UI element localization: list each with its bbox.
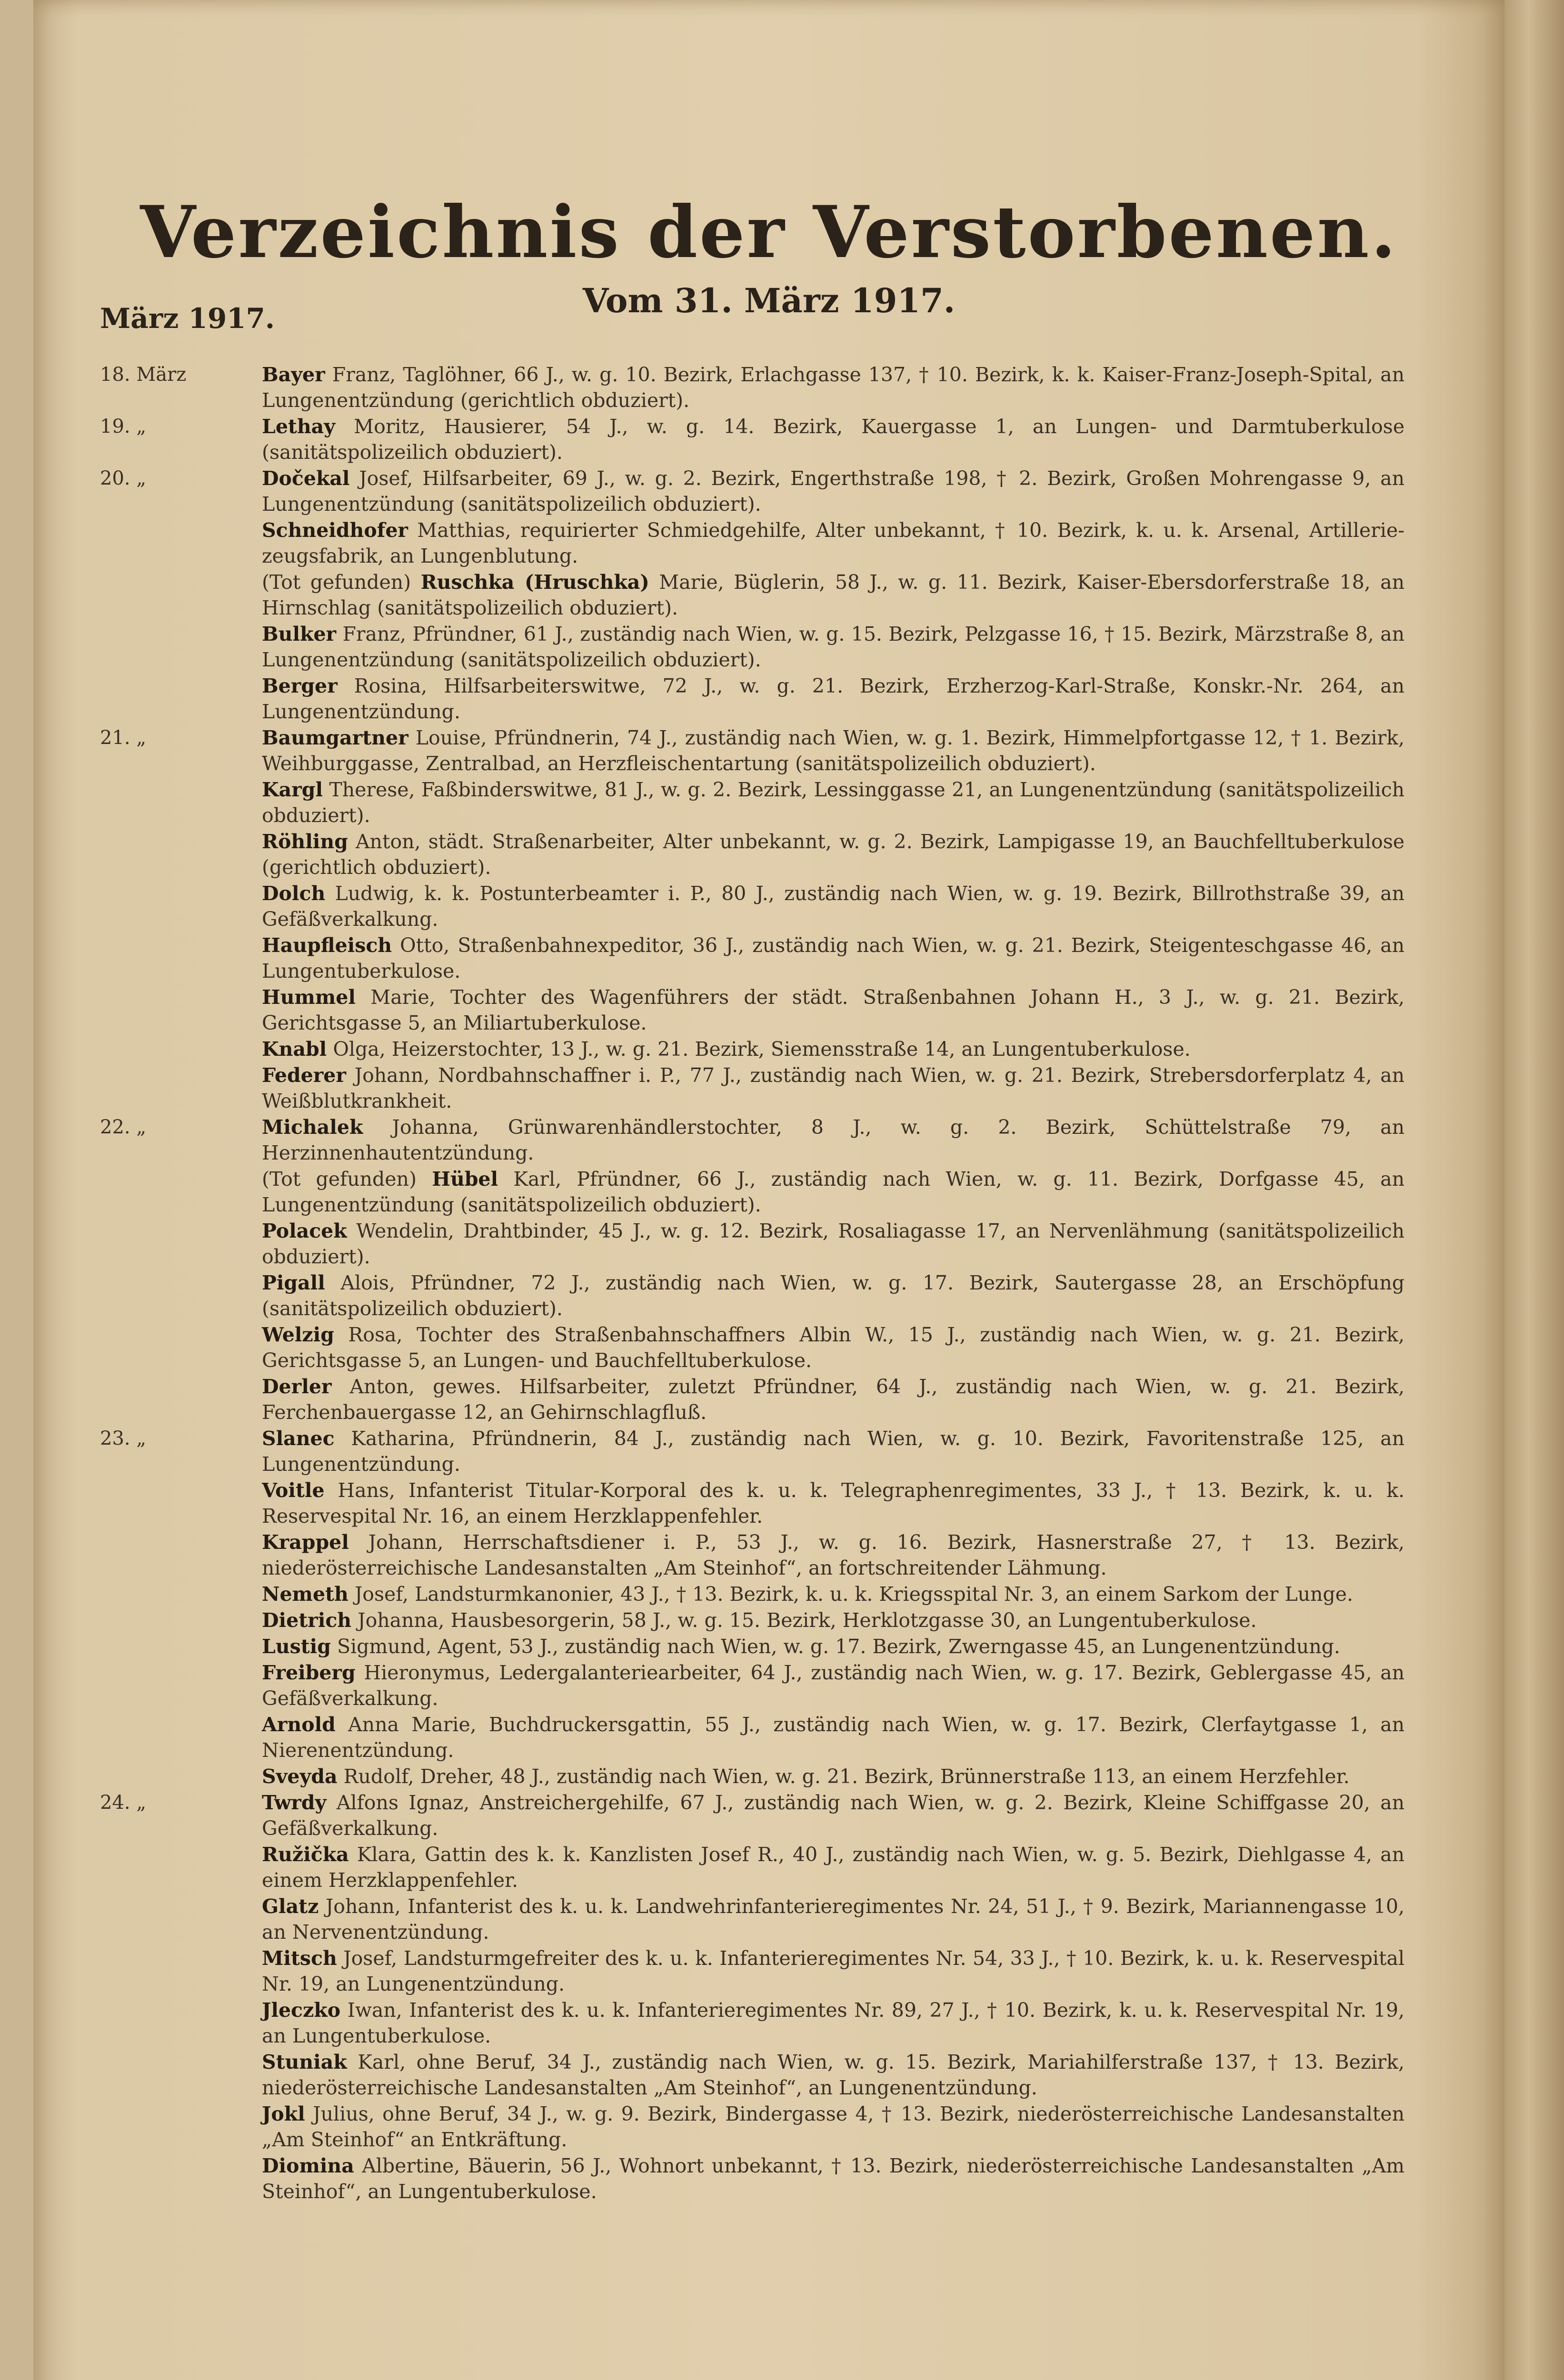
entry-details: Rosina, Hilfsarbeiterswitwe, 72 J., w. g. 21. Bezirk, Erzherzog-Karl-Straße, Konskr.-Nr. 264, an Lungenentzündung.	[262, 674, 1405, 723]
entry-surname: Freiberg	[262, 1661, 356, 1684]
entry-details: Klara, Gattin des k. k. Kanzlisten Josef R., 40 J., zuständig nach Wien, w. g. 5. Bezirk, Diehlgasse 4, an einem Herzklappenfehler.	[262, 1843, 1405, 1892]
entry-details: Marie, Tochter des Wagenführers der städt. Straßenbahnen Johann H., 3 J., w. g. 21. Bezirk, Gerichtsgasse 5, an Miliartuberkulose.	[262, 986, 1405, 1034]
entry-text	[262, 1842, 1405, 1893]
entry-text	[262, 1660, 1405, 1711]
entry-surname: Bulker	[262, 623, 337, 645]
entry-details: Therese, Faßbinderswitwe, 81 J., w. g. 2. Bezirk, Lessinggasse 21, an Lungenentzündung (sanitätspolizeilich obduziert).	[262, 778, 1405, 827]
entry-text	[262, 2153, 1405, 2204]
register-entry	[100, 621, 1405, 673]
entry-text	[262, 362, 1405, 413]
entry-details: Olga, Heizerstochter, 13 J., w. g. 21. Bezirk, Siemensstraße 14, an Lungentuberkulose.	[333, 1038, 1191, 1061]
entry-surname: Jokl	[262, 2102, 305, 2125]
page-title: Verzeichnis der Verstorbenen.	[140, 190, 1398, 274]
register-entry	[100, 1062, 1405, 1114]
register-entry	[100, 1712, 1405, 1763]
entry-details: Anton, städt. Straßenarbeiter, Alter unbekannt, w. g. 2. Bezirk, Lampigasse 19, an Bauchfelltuberkulose (gerichtlich obduziert).	[262, 830, 1405, 879]
entry-surname: Mitsch	[262, 1947, 337, 1970]
entry-text	[262, 621, 1405, 673]
entry-surname: Polacek	[262, 1220, 347, 1242]
entry-details: Sigmund, Agent, 53 J., zuständig nach Wien, w. g. 17. Bezirk, Zwerngasse 45, an Lungenentzündung.	[337, 1635, 1340, 1658]
register-entry	[100, 1478, 1405, 1529]
entry-date: 22. „	[100, 1116, 147, 1138]
entry-details: Johanna, Grünwarenhändlerstochter, 8 J., w. g. 2. Bezirk, Schüttelstraße 79, an Herzinnenhautentzündung.	[262, 1116, 1405, 1164]
register-entry	[100, 1842, 1405, 1893]
entry-text	[262, 1218, 1405, 1269]
entry-surname: Slanec	[262, 1427, 335, 1450]
register-entry	[100, 673, 1405, 724]
entry-details: Katharina, Pfründnerin, 84 J., zuständig nach Wien, w. g. 10. Bezirk, Favoritenstraße 125, an Lungenentzündung.	[262, 1427, 1405, 1476]
entry-text	[262, 673, 1405, 724]
register-entry	[100, 1790, 1405, 1841]
entry-text	[262, 1062, 1405, 1114]
entry-surname: Dočekal	[262, 467, 350, 490]
entry-surname: Welzig	[262, 1323, 334, 1346]
entry-text	[262, 1374, 1405, 1425]
entry-text	[262, 1634, 1405, 1659]
entry-surname: Bayer	[262, 363, 325, 386]
entry-text	[262, 1607, 1405, 1633]
register-entry	[100, 362, 1405, 413]
entry-date: 21. „	[100, 727, 147, 749]
register-entry	[100, 1426, 1405, 1477]
entry-surname: Nemeth	[262, 1583, 349, 1606]
entry-surname: Haupfleisch	[262, 934, 392, 957]
register-entry	[100, 1218, 1405, 1269]
register-entry	[100, 777, 1405, 828]
entry-date: 24. „	[100, 1792, 147, 1814]
register-entry	[100, 2153, 1405, 2204]
entry-surname: Hübel	[432, 1168, 498, 1190]
page-subtitle: Vom 31. März 1917.	[582, 281, 956, 320]
entry-surname: Krappel	[262, 1531, 349, 1554]
entry-surname: Federer	[262, 1064, 346, 1087]
entry-details: Josef, Hilfsarbeiter, 69 J., w. g. 2. Bezirk, Engerthstraße 198, † 2. Bezirk, Großen Mohrengasse 9, an Lungenentzündung (sanitätspolizeilich obduziert).	[262, 467, 1405, 516]
register-entry	[100, 1634, 1405, 1659]
entry-text	[262, 1581, 1405, 1607]
register-entry	[100, 466, 1405, 517]
entry-text	[262, 881, 1405, 932]
entry-surname: Twrdy	[262, 1791, 327, 1814]
entry-details: Albertine, Bäuerin, 56 J., Wohnort unbekannt, † 13. Bezirk, niederösterreichische Landesanstalten „Am Steinhof“, an Lungentuberkulose.	[262, 2154, 1405, 2203]
entry-details: Johann, Infanterist des k. u. k. Landwehrinfanterieregimentes Nr. 24, 51 J., † 9. Bezirk, Mariannengasse 10, an Nervenentzündung.	[262, 1895, 1405, 1944]
entry-details: Johann, Herrschaftsdiener i. P., 53 J., w. g. 16. Bezirk, Hasnerstraße 27, † 13. Bezirk, niederösterreichische Landesanstalten „Am Steinhof“, an fortschreitender Lähmung.	[262, 1531, 1405, 1579]
entry-text	[262, 1997, 1405, 2049]
entry-details: Matthias, requirierter Schmiedgehilfe, Alter unbekannt, † 10. Bezirk, k. u. k. Arsenal, Artilleriezeugsfabrik, an Lungenblutung.	[262, 519, 1405, 567]
entry-details: Wendelin, Drahtbinder, 45 J., w. g. 12. Bezirk, Rosaliagasse 17, an Nervenlähmung (sanitätspolizeilich obduziert).	[262, 1220, 1405, 1268]
entry-text	[262, 517, 1405, 569]
entry-text	[262, 1166, 1405, 1218]
register-entry	[100, 1114, 1405, 1166]
register-entry	[100, 829, 1405, 880]
entry-details: Alois, Pfründner, 72 J., zuständig nach Wien, w. g. 17. Bezirk, Sautergasse 28, an Erschöpfung (sanitätspolizeilich obduziert).	[262, 1271, 1405, 1320]
entry-surname: Lustig	[262, 1635, 331, 1658]
entry-details: Rosa, Tochter des Straßenbahnschaffners Albin W., 15 J., zuständig nach Wien, w. g. 21. Bezirk, Gerichtsgasse 5, an Lungen- und Bauchfelltuberkulose.	[262, 1323, 1405, 1372]
entry-details: Iwan, Infanterist des k. u. k. Infanterieregimentes Nr. 89, 27 J., † 10. Bezirk, k. u. k. Reservespital Nr. 19, an Lungentuberkulose.	[262, 1999, 1405, 2047]
register-entry	[100, 1997, 1405, 2049]
entry-text	[262, 1529, 1405, 1581]
entry-surname: Michalek	[262, 1116, 363, 1139]
entry-details: Rudolf, Dreher, 48 J., zuständig nach Wien, w. g. 21. Bezirk, Brünnerstraße 113, an einem Herzfehler.	[343, 1765, 1350, 1788]
month-heading: März 1917.	[100, 302, 275, 335]
entry-details: Marie, Büglerin, 58 J., w. g. 11. Bezirk, Kaiser-Ebersdorferstraße 18, an Hirnschlag (sanitätspolizeilich obduziert).	[262, 571, 1405, 619]
entry-surname: Sveyda	[262, 1765, 338, 1788]
entry-text	[262, 1114, 1405, 1166]
entry-details: Karl, ohne Beruf, 34 J., zuständig nach Wien, w. g. 15. Bezirk, Mariahilferstraße 137, † 13. Bezirk, niederösterreichische Landesanstalten „Am Steinhof“, an Lungenentzündung.	[262, 2051, 1405, 2099]
register-entry	[100, 1322, 1405, 1373]
document-page	[33, 0, 1504, 2380]
register-entry	[100, 1764, 1405, 1789]
entry-surname: Berger	[262, 674, 338, 697]
entry-text	[262, 1945, 1405, 1997]
entry-prefix: (Tot gefunden)	[262, 1168, 417, 1190]
entry-surname: Jleczko	[262, 1999, 341, 2022]
entry-prefix: (Tot gefunden)	[262, 571, 411, 594]
register-entry	[100, 1945, 1405, 1997]
entry-text	[262, 1322, 1405, 1373]
entry-text	[262, 984, 1405, 1036]
entry-text	[262, 1894, 1405, 1945]
register-entry	[100, 1529, 1405, 1581]
entry-details: Julius, ohne Beruf, 34 J., w. g. 9. Bezirk, Bindergasse 4, † 13. Bezirk, niederösterreichische Landesanstalten „Am Steinhof“ an Entkräftung.	[262, 2102, 1405, 2151]
entry-details: Alfons Ignaz, Anstreichergehilfe, 67 J., zuständig nach Wien, w. g. 2. Bezirk, Kleine Schiffgasse 20, an Gefäßverkalkung.	[262, 1791, 1405, 1840]
entry-text	[262, 1478, 1405, 1529]
entry-surname: Diomina	[262, 2154, 354, 2177]
entry-details: Johann, Nordbahnschaffner i. P., 77 J., zuständig nach Wien, w. g. 21. Bezirk, Strebersdorferplatz 4, an Weißblutkrankheit.	[262, 1064, 1405, 1112]
entry-surname: Voitle	[262, 1479, 325, 1502]
entry-details: Louise, Pfründnerin, 74 J., zuständig nach Wien, w. g. 1. Bezirk, Himmelpfortgasse 12, † 1. Bezirk, Weihburggasse, Zentralbad, an Herzfleischentartung (sanitätspolizeilich obduziert).	[262, 726, 1405, 775]
entry-details: Moritz, Hausierer, 54 J., w. g. 14. Bezirk, Kauergasse 1, an Lungen- und Darmtuberkulose (sanitätspolizeilich obduziert).	[262, 415, 1405, 464]
page-edge	[1504, 0, 1564, 2380]
entry-text	[262, 2101, 1405, 2152]
entry-details: Ludwig, k. k. Postunterbeamter i. P., 80 J., zuständig nach Wien, w. g. 19. Bezirk, Billrothstraße 39, an Gefäßverkalkung.	[262, 882, 1405, 931]
register-entry	[100, 1607, 1405, 1633]
entry-date: 18. März	[100, 364, 187, 386]
entry-text	[262, 569, 1405, 621]
register-entry	[100, 1660, 1405, 1711]
entry-surname: Pigall	[262, 1271, 325, 1294]
register-entry	[100, 1166, 1405, 1218]
entry-text	[262, 1036, 1405, 1062]
entry-date: 19. „	[100, 416, 147, 437]
entry-text	[262, 414, 1405, 465]
entry-date: 23. „	[100, 1428, 147, 1449]
entry-text	[262, 1790, 1405, 1841]
entry-details: Johanna, Hausbesorgerin, 58 J., w. g. 15. Bezirk, Herklotzgasse 30, an Lungentuberkulose.	[358, 1609, 1257, 1632]
entry-text	[262, 1270, 1405, 1321]
entry-surname: Knabl	[262, 1038, 327, 1061]
entry-surname: Schneidhofer	[262, 519, 408, 542]
entry-date: 20. „	[100, 467, 147, 489]
entry-surname: Hummel	[262, 986, 356, 1009]
entry-surname: Dolch	[262, 882, 326, 905]
death-register-list	[100, 362, 1405, 2205]
entry-surname: Ružička	[262, 1843, 349, 1866]
register-entry	[100, 1270, 1405, 1321]
register-entry	[100, 2049, 1405, 2101]
entry-details: Josef, Landsturmkanonier, 43 J., † 13. Bezirk, k. u. k. Kriegsspital Nr. 3, an einem Sarkom der Lunge.	[354, 1583, 1353, 1606]
register-entry	[100, 725, 1405, 776]
entry-surname: Lethay	[262, 415, 336, 438]
entry-details: Hans, Infanterist Titular-Korporal des k. u. k. Telegraphenregimentes, 33 J., † 13. Bezirk, k. u. k. Reservespital Nr. 16, an einem Herzklappenfehler.	[262, 1479, 1405, 1527]
entry-surname: Dietrich	[262, 1609, 352, 1632]
entry-text	[262, 466, 1405, 517]
entry-surname: Stuniak	[262, 2051, 347, 2073]
entry-text	[262, 932, 1405, 984]
register-entry	[100, 517, 1405, 569]
register-entry	[100, 414, 1405, 465]
entry-details: Anton, gewes. Hilfsarbeiter, zuletzt Pfründner, 64 J., zuständig nach Wien, w. g. 21. Bezirk, Ferchenbauergasse 12, an Gehirnschlagfluß.	[262, 1375, 1405, 1424]
register-entry	[100, 1036, 1405, 1062]
entry-details: Franz, Taglöhner, 66 J., w. g. 10. Bezirk, Erlachgasse 137, † 10. Bezirk, k. k. Kaiser-Franz-Joseph-Spital, an Lungenentzündung (gerichtlich obduziert).	[262, 363, 1405, 412]
entry-details: Franz, Pfründner, 61 J., zuständig nach Wien, w. g. 15. Bezirk, Pelzgasse 16, † 15. Bezirk, Märzstraße 8, an Lungenentzündung (sanitätspolizeilich obduziert).	[262, 623, 1405, 671]
register-entry	[100, 881, 1405, 932]
entry-text	[262, 1426, 1405, 1477]
register-entry	[100, 1581, 1405, 1607]
entry-text	[262, 725, 1405, 776]
register-entry	[100, 932, 1405, 984]
entry-text	[262, 829, 1405, 880]
entry-text	[262, 1712, 1405, 1763]
entry-surname: Glatz	[262, 1895, 319, 1918]
entry-text	[262, 1764, 1405, 1789]
register-entry	[100, 1894, 1405, 1945]
entry-surname: Derler	[262, 1375, 332, 1398]
register-entry	[100, 569, 1405, 621]
entry-details: Josef, Landsturmgefreiter des k. u. k. Infanterieregimentes Nr. 54, 33 J., † 10. Bezirk, k. u. k. Reservespital Nr. 19, an Lungenentzündung.	[262, 1947, 1405, 1995]
entry-surname: Kargl	[262, 778, 323, 801]
entry-details: Otto, Straßenbahnexpeditor, 36 J., zuständig nach Wien, w. g. 21. Bezirk, Steigenteschgasse 46, an Lungentuberkulose.	[262, 934, 1405, 982]
register-entry	[100, 1374, 1405, 1425]
register-entry	[100, 984, 1405, 1036]
entry-text	[262, 777, 1405, 828]
entry-surname: Arnold	[262, 1713, 336, 1736]
register-entry	[100, 2101, 1405, 2152]
entry-details: Hieronymus, Ledergalanteriearbeiter, 64 J., zuständig nach Wien, w. g. 17. Bezirk, Geblergasse 45, an Gefäßverkalkung.	[262, 1661, 1405, 1710]
entry-details: Anna Marie, Buchdruckersgattin, 55 J., zuständig nach Wien, w. g. 17. Bezirk, Clerfaytgasse 1, an Nierenentzündung.	[262, 1713, 1405, 1762]
entry-surname: Ruschka (Hruschka)	[420, 571, 649, 594]
entry-surname: Röhling	[262, 830, 348, 853]
entry-details: Karl, Pfründner, 66 J., zuständig nach Wien, w. g. 11. Bezirk, Dorfgasse 45, an Lungenentzündung (sanitätspolizeilich obduziert).	[262, 1168, 1405, 1216]
entry-text	[262, 2049, 1405, 2101]
entry-surname: Baumgartner	[262, 726, 408, 749]
